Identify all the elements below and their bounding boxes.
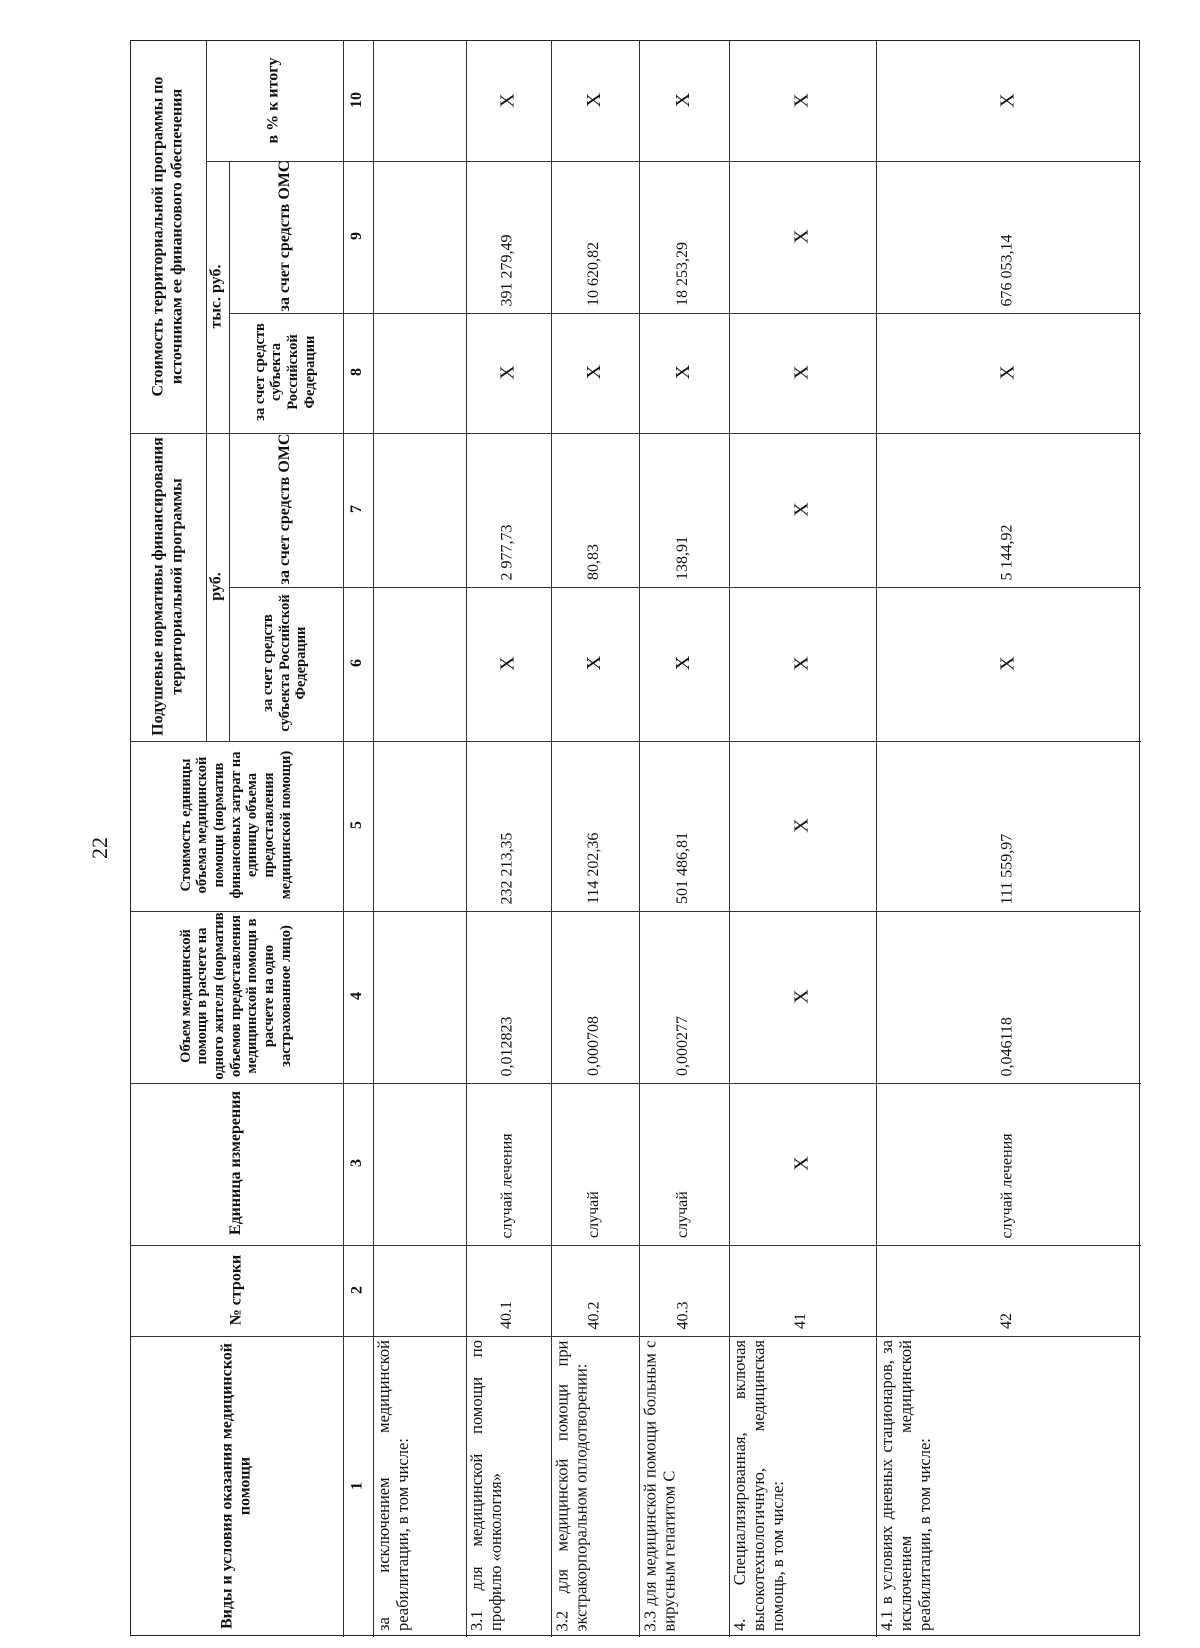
cell-pct: X [671,92,694,108]
page-number: 22 [87,837,112,859]
cell-line: 40.1 [498,1301,516,1329]
cell-cost: X [790,817,812,833]
col-number: 8 [347,368,365,376]
cell-pc_oms: 5 144,92 [998,524,1016,580]
col-number: 6 [347,659,365,667]
cell-tot_oms: X [790,228,812,244]
cell-volume: X [790,988,812,1004]
header-col3: Единица измерения [226,1090,244,1236]
cell-tot_subj: X [582,364,605,380]
header-group-a-unit: руб. [207,571,225,601]
cell-volume: 0,000708 [584,1016,602,1076]
col-number: 3 [347,1159,365,1167]
cell-unit [372,1082,465,1244]
cell-tot_subj: X [671,364,694,380]
cell-tot_subj: X [496,364,518,380]
cell-pc_oms: 2 977,73 [498,524,516,580]
cell-pc_oms: 138,91 [673,536,691,580]
header-col10: в % к итогу [264,57,282,143]
cell-tot_oms [372,160,465,312]
cell-cost: 111 559,97 [998,833,1016,904]
cell-pc_oms: 80,83 [584,544,602,580]
cell-pct: X [996,92,1018,108]
cell-line: 40.2 [584,1301,602,1329]
cell-cost: 114 202,36 [584,832,602,904]
cell-label: 4.1 в условиях дневных стационаров, за исключением медицинской реабилитации, в том числе: [877,1340,934,1631]
cell-pc_subj [372,586,465,740]
header-col5: Стоимость единицы объема медицинской помощи (норматив финансовых затрат на единицу объема предоставления медицинской помощи) [177,750,294,900]
cell-unit: случай лечения [498,1132,516,1238]
cell-cost: 232 213,35 [498,832,516,904]
cell-line: 41 [792,1313,810,1329]
cell-line [372,1244,465,1335]
cell-volume: 0,012823 [498,1016,516,1076]
cell-label: 3.1 для медицинской помощи по профилю «онкология» [467,1340,505,1631]
header-group-b: Стоимость территориальной программы по источникам ее финансового обеспечения [149,76,185,396]
header-col9: за счет средств ОМС [275,160,293,312]
col-number: 9 [347,232,365,240]
cell-pct: X [496,92,518,108]
cell-tot_subj: X [996,364,1018,380]
header-group-b-unit: тыс. руб. [207,264,225,328]
cell-label: 3.3 для медицинской помощи больным с вирусным гепатитом С [640,1340,678,1631]
cell-pc_oms: X [790,501,812,517]
col-number: 4 [347,992,365,1000]
header-col2: № строки [226,1254,244,1325]
cell-tot_oms: 391 279,49 [498,234,516,306]
cell-unit: случай [584,1191,602,1238]
cell-tot_subj [372,312,465,432]
cell-unit: случай [673,1191,691,1238]
header-col7: за счет средств ОМС [275,433,293,585]
cell-unit: случай лечения [998,1132,1016,1238]
cell-label: за исключением медицинской реабилитации, в том числе: [374,1340,412,1631]
col-number: 1 [347,1481,365,1490]
cell-line: 42 [998,1313,1016,1329]
cell-cost: 501 486,81 [673,832,691,904]
col-number: 7 [347,505,365,513]
cell-cost [372,740,465,910]
cell-volume [372,910,465,1082]
col-number: 2 [347,1285,365,1294]
cell-tot_oms: 10 620,82 [584,242,602,306]
cell-pc_subj: X [996,655,1018,671]
cell-pc_subj: X [496,655,518,671]
cell-pc_subj: X [790,655,812,671]
cell-label: 3.2 для медицинской помощи при экстракорпоральном оплодотворении: [552,1340,590,1631]
cell-volume: 0,046118 [998,1016,1016,1076]
cell-pct: X [582,92,605,108]
cell-pc_oms [372,432,465,586]
header-col8: за счет средств субъекта Российской Федерации [251,323,318,421]
cell-pct: X [790,92,812,108]
col-number: 5 [347,821,365,829]
cell-pc_subj: X [671,655,694,671]
cell-line: 40.3 [673,1301,691,1329]
cell-unit: X [790,1155,812,1171]
cell-tot_oms: 676 053,14 [998,234,1016,306]
col-number: 10 [347,92,365,108]
header-col1: Виды и условия оказания медицинской помощи [217,1342,253,1629]
cell-pct [372,40,465,160]
header-col6: за счет средств субъекта Российской Федерации [259,594,310,732]
header-group-a: Подушевые нормативы финансирования территориальной программы [149,436,185,736]
cell-pc_subj: X [582,655,605,671]
cell-volume: 0,000277 [673,1016,691,1076]
cell-tot_oms: 18 253,29 [673,242,691,306]
cell-label: 4. Специализированная, включая высокотехнологичную, медицинская помощь, в том числе: [730,1340,787,1631]
cell-tot_subj: X [790,364,812,380]
header-col4: Объем медицинской помощи в расчете на одного жителя (норматив объемов предоставления медицинской помощи в расчете на одно застрахованное лицо) [177,912,294,1080]
